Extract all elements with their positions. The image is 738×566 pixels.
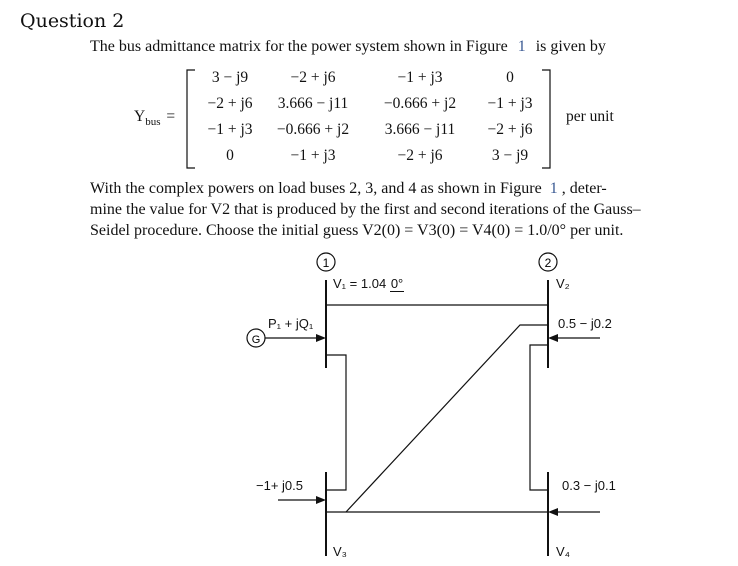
load-4-arrow-head bbox=[548, 508, 558, 516]
matrix-cell-0-3: 0 bbox=[506, 69, 514, 86]
matrix-cell-1-2: −0.666 + j2 bbox=[383, 95, 457, 112]
matrix-cell-0-0: 3 − j9 bbox=[211, 69, 249, 86]
v1-angle: 0° bbox=[390, 276, 404, 291]
question-heading: Question 2 bbox=[20, 10, 125, 32]
v4-label: V₄ bbox=[556, 544, 570, 559]
matrix-cell-2-1: −0.666 + j2 bbox=[276, 121, 350, 138]
gen-power-label: P₁ + jQ₁ bbox=[268, 316, 314, 331]
task-line-3: Seidel procedure. Choose the initial guess V2(0) = V3(0) = V4(0) = 1.0/0° per unit. bbox=[90, 222, 624, 239]
generator-arrow bbox=[316, 334, 326, 342]
matrix-unit: per unit bbox=[566, 108, 614, 125]
load-4-label: 0.3 − j0.1 bbox=[562, 478, 616, 493]
line-2-3-diagonal bbox=[346, 325, 548, 512]
task-line-1-b: , deter- bbox=[561, 180, 607, 197]
figure-reference-2[interactable]: 1 bbox=[549, 180, 558, 197]
load-3-label: −1+ j0.5 bbox=[256, 478, 303, 493]
matrix-cell-2-0: −1 + j3 bbox=[207, 121, 253, 138]
v2-label: V₂ bbox=[556, 276, 570, 291]
matrix-cell-3-2: −2 + j6 bbox=[397, 147, 443, 164]
load-3-arrow-head bbox=[316, 496, 326, 504]
bus-1-number: 1 bbox=[322, 256, 330, 270]
ybus-equals: = bbox=[166, 108, 176, 125]
v1-magnitude: V₁ = 1.04 bbox=[333, 276, 387, 291]
load-2-arrow-head bbox=[548, 334, 558, 342]
matrix-cell-3-1: −1 + j3 bbox=[290, 147, 336, 164]
matrix-cell-2-2: 3.666 − j11 bbox=[384, 121, 456, 138]
generator-symbol: G bbox=[251, 334, 261, 346]
intro-part1: The bus admittance matrix for the power system shown in Figure bbox=[90, 38, 508, 55]
ybus-subscript: bus bbox=[145, 116, 161, 129]
matrix-cell-0-1: −2 + j6 bbox=[290, 69, 336, 86]
matrix-cell-3-0: 0 bbox=[226, 147, 234, 164]
matrix-cell-2-3: −2 + j6 bbox=[487, 121, 533, 138]
v3-label: V₃ bbox=[333, 544, 347, 559]
intro-part2: is given by bbox=[535, 38, 606, 55]
task-line-2: mine the value for V2 that is produced by the first and second iterations of the Gauss– bbox=[90, 201, 641, 218]
task-line-1-a: With the complex powers on load buses 2, 3, and 4 as shown in Figure bbox=[90, 180, 542, 197]
line-2-4 bbox=[530, 345, 548, 490]
matrix-cell-3-3: 3 − j9 bbox=[491, 147, 529, 164]
matrix-cell-1-0: −2 + j6 bbox=[207, 95, 253, 112]
matrix-cell-0-2: −1 + j3 bbox=[397, 69, 443, 86]
load-2-label: 0.5 − j0.2 bbox=[558, 316, 612, 331]
figure-reference[interactable]: 1 bbox=[517, 38, 526, 55]
matrix-cell-1-3: −1 + j3 bbox=[487, 95, 533, 112]
matrix-cell-1-1: 3.666 − j11 bbox=[277, 95, 349, 112]
ybus-symbol: Y bbox=[134, 108, 146, 125]
line-1-3 bbox=[326, 355, 346, 490]
bus-2-number: 2 bbox=[544, 256, 552, 270]
v1-label bbox=[333, 276, 404, 291]
